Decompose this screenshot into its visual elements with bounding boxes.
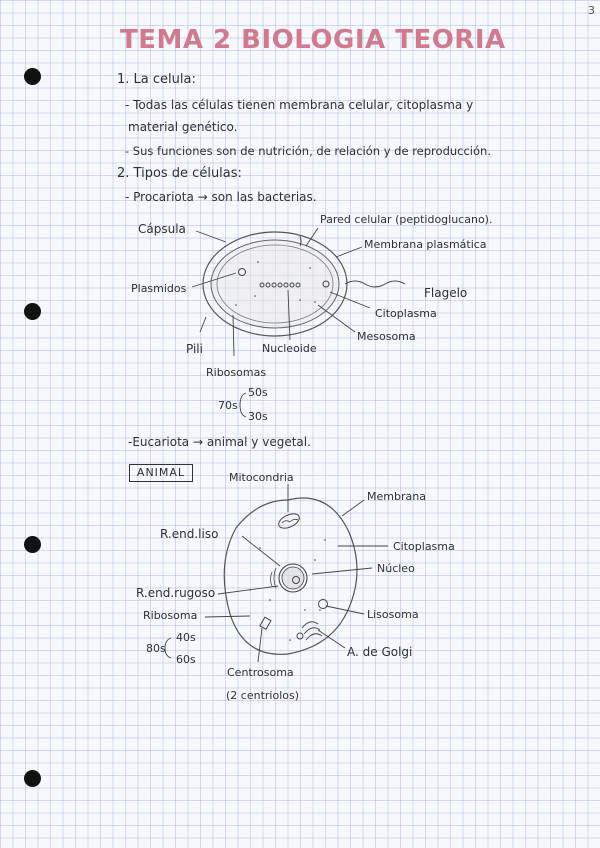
label-lisosoma: Lisosoma [367,608,419,621]
label-mesosoma: Mesosoma [357,330,416,343]
label-mitocondria: Mitocondria [229,471,294,484]
label-membrana: Membrana [367,490,426,503]
page-number: 3 [588,4,595,17]
label-60s: 60s [176,653,196,666]
label-30s: 30s [248,410,268,423]
section-2-heading: 2. Tipos de células: [117,166,242,181]
section-1-heading: 1. La celula: [117,72,196,87]
label-ribosoma: Ribosoma [143,609,198,622]
label-50s: 50s [248,386,268,399]
label-40s: 40s [176,631,196,644]
label-nucleoide: Nucleoide [262,342,317,355]
label-flagelo: Flagelo [424,286,468,300]
label-capsula: Cápsula [138,222,186,236]
label-plasmidos: Plasmidos [131,282,187,295]
label-r-end-rugoso: R.end.rugoso [136,586,216,600]
label-r-end-liso: R.end.liso [160,527,219,541]
section-1-line: - Todas las células tienen membrana celular, citoplasma y [125,98,474,112]
label-centrosoma: Centrosoma [227,666,294,679]
eucariota-line: -Eucariota → animal y vegetal. [128,435,311,449]
label-centriolos: (2 centriolos) [226,689,300,702]
section-1-line: - Sus funciones son de nutrición, de relación y de reproducción. [125,144,491,158]
label-ribosomas: Ribosomas [206,366,267,379]
section-1-line: material genético. [128,120,238,134]
label-nucleo: Núcleo [377,562,415,575]
label-80s: 80s [146,642,166,655]
label-citoplasma-animal: Citoplasma [393,540,455,553]
animal-box-label: ANIMAL [129,464,193,482]
label-pared-celular: Pared celular (peptidoglucano). [320,213,493,226]
procariota-line: - Procariota → son las bacterias. [125,190,317,204]
label-pili: Pili [186,342,203,356]
label-membrana-plasmatica: Membrana plasmática [364,238,487,251]
page-title: TEMA 2 BIOLOGIA TEORIA [120,25,506,55]
label-golgi: A. de Golgi [347,645,413,659]
label-citoplasma: Citoplasma [375,307,437,320]
label-70s: 70s [218,399,238,412]
